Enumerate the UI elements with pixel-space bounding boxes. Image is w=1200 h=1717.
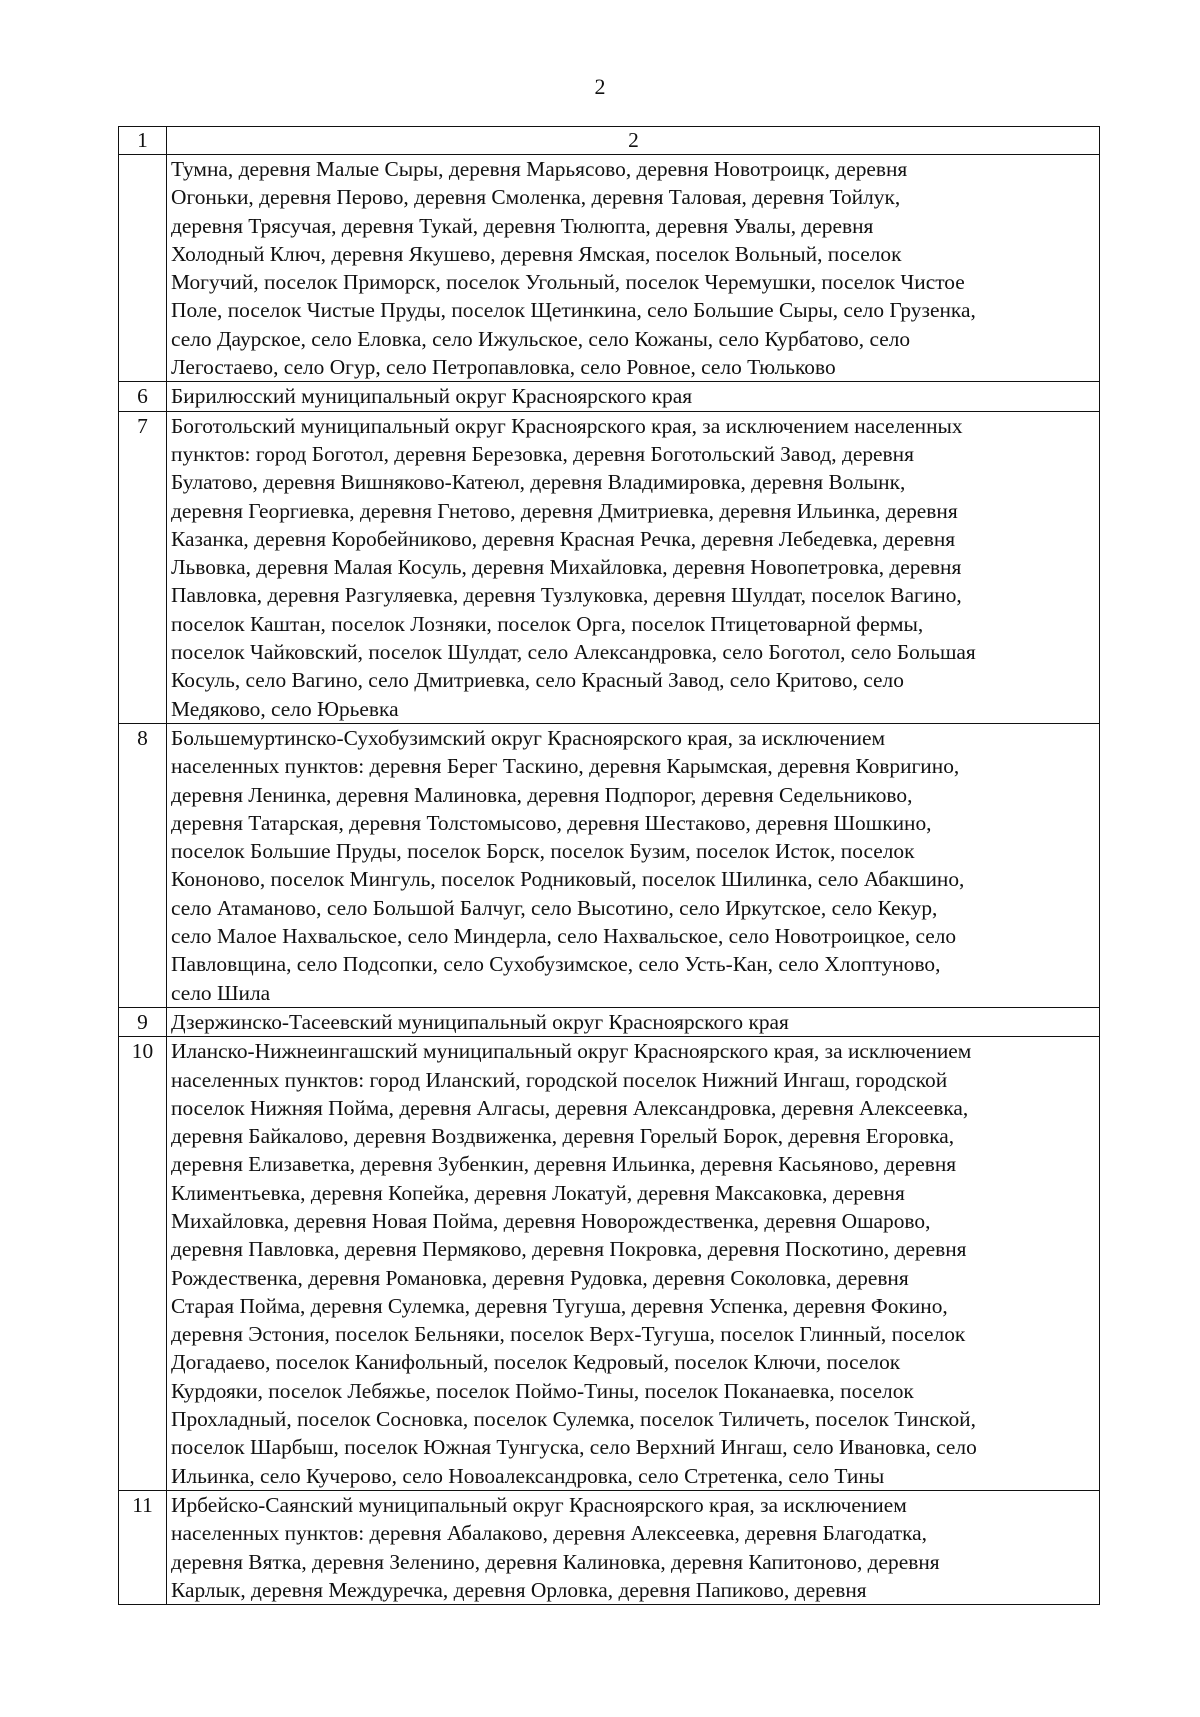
row-number: 10: [119, 1037, 167, 1491]
row-text: Боготольский муниципальный округ Красноярского края, за исключением населенных пунктов: город Боготол, деревня Березовка, деревня Боготольский Завод, деревня Булатово, деревня Вишняково-Катеюл, деревня Владимировка, деревня Волынк, деревня Георгиевка, деревня Гнетово, деревня Дмитриевка, деревня Ильинка, деревня Казанка, деревня Коробейниково, деревня Красная Речка, деревня Лебедевка, деревня Львовка, деревня Малая Косуль, деревня Михайловка, деревня Новопетровка, деревня Павловка, деревня Разгуляевка, деревня Тузлуковка, деревня Шулдат, поселок Вагино, поселок Каштан, поселок Лозняки, поселок Орга, поселок Птицетоварной фермы, поселок Чайковский, поселок Шулдат, село Александровка, село Боготол, село Большая Косуль, село Вагино, село Дмитриевка, село Красный Завод, село Критово, село Медяково, село Юрьевка: [167, 411, 1100, 723]
table-row: [119, 382, 1100, 411]
districts-table: [118, 126, 1100, 1605]
row-text: Ирбейско-Саянский муниципальный округ Красноярского края, за исключением населенных пунктов: деревня Абалаково, деревня Алексеевка, деревня Благодатка, деревня Вятка, деревня Зеленино, деревня Калиновка, деревня Капитоново, деревня Карлык, деревня Междуречка, деревня Орловка, деревня Папиково, деревня: [167, 1490, 1100, 1604]
row-number: [119, 155, 167, 382]
table-row: [119, 411, 1100, 723]
row-number: 6: [119, 382, 167, 411]
row-number: 9: [119, 1007, 167, 1036]
page-number: 2: [594, 74, 606, 99]
table-header-row: [119, 127, 1100, 155]
table-row: [119, 1037, 1100, 1491]
table-row: [119, 1007, 1100, 1036]
row-text: Бирилюсский муниципальный округ Красноярского края: [167, 382, 1100, 411]
table-row: [119, 723, 1100, 1007]
table-row: [119, 1490, 1100, 1604]
header-col-1: 1: [119, 127, 167, 155]
row-number: 11: [119, 1490, 167, 1604]
row-number: 7: [119, 411, 167, 723]
row-text: Иланско-Нижнеингашский муниципальный округ Красноярского края, за исключением населенных пунктов: город Иланский, городской поселок Нижний Ингаш, городской поселок Нижняя Пойма, деревня Алгасы, деревня Александровка, деревня Алексеевка, деревня Байкалово, деревня Воздвиженка, деревня Горелый Борок, деревня Егоровка, деревня Елизаветка, деревня Зубенкин, деревня Ильинка, деревня Касьяново, деревня Климентьевка, деревня Копейка, деревня Локатуй, деревня Максаковка, деревня Михайловка, деревня Новая Пойма, деревня Новорождественка, деревня Ошарово, деревня Павловка, деревня Пермяково, деревня Покровка, деревня Поскотино, деревня Рождественка, деревня Романовка, деревня Рудовка, деревня Соколовка, деревня Старая Пойма, деревня Сулемка, деревня Тугуша, деревня Успенка, деревня Фокино, деревня Эстония, поселок Бельняки, поселок Верх-Тугуша, поселок Глинный, поселок Догадаево, поселок Канифольный, поселок Кедровый, поселок Ключи, поселок Курдояки, поселок Лебяжье, поселок Поймо-Тины, поселок Поканаевка, поселок Прохладный, поселок Сосновка, поселок Сулемка, поселок Тиличеть, поселок Тинской, поселок Шарбыш, поселок Южная Тунгуска, село Верхний Ингаш, село Ивановка, село Ильинка, село Кучерово, село Новоалександровка, село Стретенка, село Тины: [167, 1037, 1100, 1491]
header-col-2: 2: [167, 127, 1100, 155]
row-text: Тумна, деревня Малые Сыры, деревня Марьясово, деревня Новотроицк, деревня Огоньки, деревня Перово, деревня Смоленка, деревня Таловая, деревня Тойлук, деревня Трясучая, деревня Тукай, деревня Тюлюпта, деревня Увалы, деревня Холодный Ключ, деревня Якушево, деревня Ямская, поселок Вольный, поселок Могучий, поселок Приморск, поселок Угольный, поселок Черемушки, поселок Чистое Поле, поселок Чистые Пруды, поселок Щетинкина, село Большие Сыры, село Грузенка, село Даурское, село Еловка, село Ижульское, село Кожаны, село Курбатово, село Легостаево, село Огур, село Петропавловка, село Ровное, село Тюльково: [167, 155, 1100, 382]
row-text: Большемуртинско-Сухобузимский округ Красноярского края, за исключением населенных пунктов: деревня Берег Таскино, деревня Карымская, деревня Ковригино, деревня Ленинка, деревня Малиновка, деревня Подпорог, деревня Седельниково, деревня Татарская, деревня Толстомысово, деревня Шестаково, деревня Шошкино, поселок Большие Пруды, поселок Борск, поселок Бузим, поселок Исток, поселок Кононово, поселок Мингуль, поселок Родниковый, поселок Шилинка, село Абакшино, село Атаманово, село Большой Балчуг, село Высотино, село Иркутское, село Кекур, село Малое Нахвальское, село Миндерла, село Нахвальское, село Новотроицкое, село Павловщина, село Подсопки, село Сухобузимское, село Усть-Кан, село Хлоптуново, село Шила: [167, 723, 1100, 1007]
row-text: Дзержинско-Тасеевский муниципальный округ Красноярского края: [167, 1007, 1100, 1036]
row-number: 8: [119, 723, 167, 1007]
table-row: [119, 155, 1100, 382]
